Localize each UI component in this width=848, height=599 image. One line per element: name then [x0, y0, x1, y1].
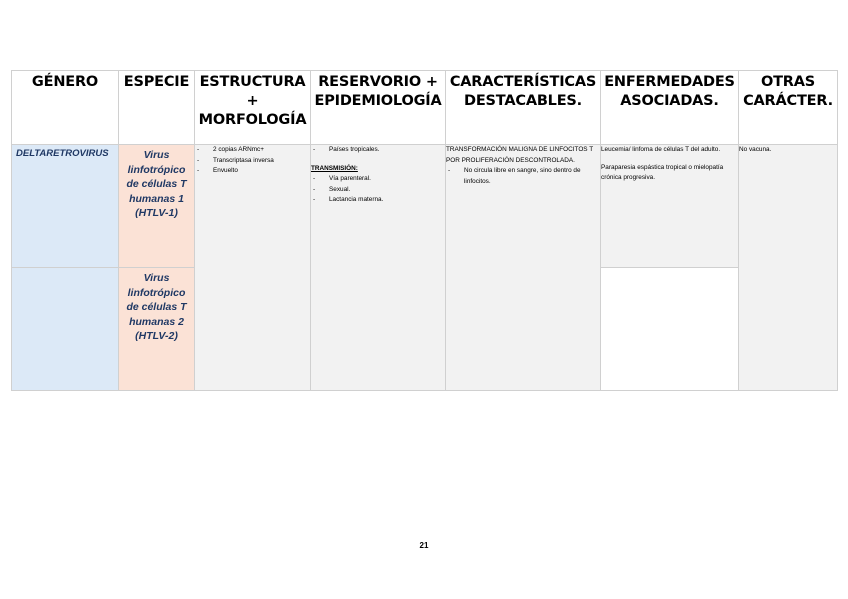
caracteristicas-cell	[446, 145, 601, 391]
enfermedades-cell	[601, 145, 739, 268]
list-item: - Países tropicales.	[311, 145, 445, 156]
otras-cell	[739, 145, 838, 391]
reservorio-cell	[311, 145, 446, 391]
header-genero: GÉNERO	[12, 71, 119, 145]
caracteristicas-main: TRANSFORMACIÓN MALIGNA DE LINFOCITOS T POR PROLIFERACIÓN DESCONTROLADA.	[446, 146, 594, 164]
list-item: - Lactancia materna.	[311, 195, 445, 206]
header-enfermedades: ENFERMEDADES ASOCIADAS.	[601, 71, 739, 145]
header-estructura: ESTRUCTURA + MORFOLOGÍA	[195, 71, 311, 145]
virus-table	[11, 70, 838, 391]
header-caracteristicas: CARACTERÍSTICAS DESTACABLES.	[446, 71, 601, 145]
list-item: - No circula libre en sangre, sino dentro de linfocitos.	[446, 166, 600, 187]
genus-name: DELTARETROVIRUS	[16, 148, 109, 159]
otras-text: No vacuna.	[739, 146, 772, 153]
species-cell-htlv1	[119, 145, 195, 268]
transmision-label: TRANSMISIÓN:	[311, 164, 358, 172]
species-name-htlv1: Virus linfotrópico de células T humanas 1 (HTLV-1)	[126, 149, 187, 219]
species-cell-htlv2	[119, 268, 195, 391]
enfermedad-2: Paraparesia espástica tropical o mielopatía crónica progresiva.	[601, 163, 724, 182]
header-otras: OTRAS CARÁCTER.	[739, 71, 838, 145]
list-item: - Vía parenteral.	[311, 174, 445, 185]
header-row	[12, 71, 838, 145]
list-item: - Sexual.	[311, 185, 445, 196]
header-reservorio: RESERVORIO + EPIDEMIOLOGÍA	[311, 71, 446, 145]
list-item: - 2 copias ARNmc+	[195, 145, 310, 156]
species-name-htlv2: Virus linfotrópico de células T humanas 2 (HTLV-2)	[126, 272, 187, 342]
genus-cell-empty	[12, 268, 119, 391]
table-row	[12, 145, 838, 268]
page-number: 21	[419, 541, 429, 550]
list-item: - Envuelto	[195, 166, 310, 177]
list-item: - Transcriptasa inversa	[195, 156, 310, 167]
enfermedad-1: Leucemia/ linfoma de células T del adulto.	[601, 146, 721, 153]
header-especie: ESPECIE	[119, 71, 195, 145]
enfermedades-cell-empty	[601, 268, 739, 391]
estructura-cell	[195, 145, 311, 391]
genus-cell	[12, 145, 119, 268]
